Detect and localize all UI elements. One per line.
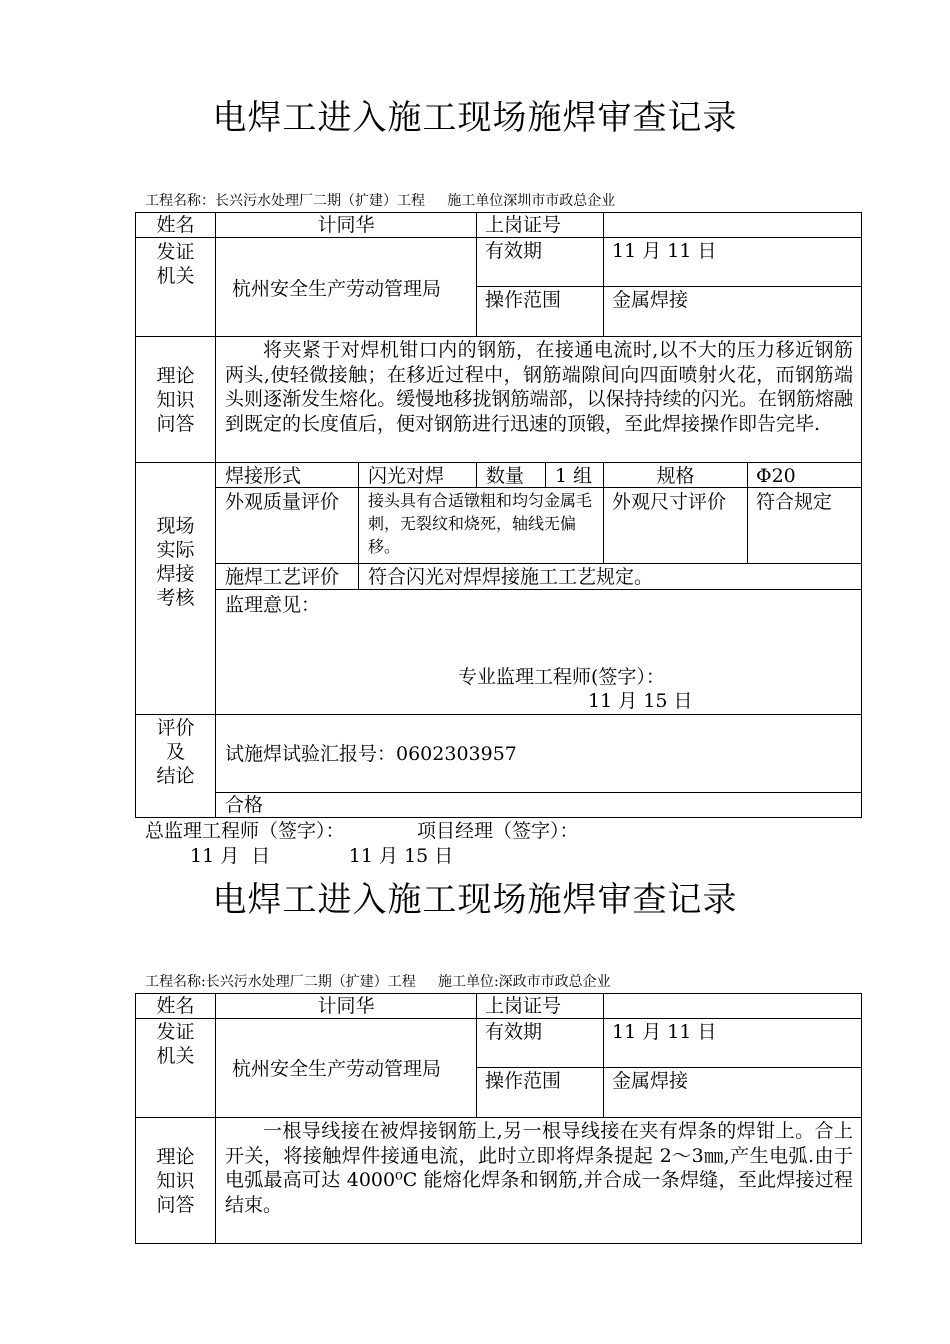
evaluation-label: 评价 及 结论	[156, 717, 195, 787]
record-1-project-line: 工程名称：长兴污水处理厂二期（扩建）工程 施工单位深圳市市政总企业	[145, 193, 616, 209]
theory-answer: 将夹紧于对焊机钳口内的钢筋，在接通电流时,以不大的压力移近钢筋两头,使轻微接触；在移近过程中，钢筋端隙间向四面喷射火花，而钢筋端头则逐渐发生熔化。缓慢地移拢钢筋端部，以保持持续的闪光。在钢筋熔融到既定的长度值后，便对钢筋进行迅速的顶锻，至此焊接操作即告完毕.	[225, 339, 853, 435]
cert-no-label: 上岗证号	[485, 214, 562, 236]
footer-signatures: 总监理工程师（签字）： 项目经理（签字）：	[145, 820, 579, 842]
theory-answer-2: 一根导线接在被焊接钢筋上,另一根导线接在夹有焊条的焊钳上。合上开关，将接触焊件接通电流，此时立即将焊条提起 2～3㎜,产生电弧.由于电弧最高可达 4000⁰C 能熔化焊条和钢筋,并合成一条焊缝，至此焊接过程结束。	[225, 1120, 853, 1216]
name-label: 姓名	[156, 214, 195, 236]
record-2-title: 电焊工进入施工现场施焊审查记录	[212, 880, 738, 920]
scope-value: 金属焊接	[612, 289, 689, 311]
footer-dates: 11 月 日 11 月 15 日	[190, 845, 454, 867]
weld-form-value: 闪光对焊	[368, 465, 445, 487]
validity-label-2: 有效期	[485, 1021, 543, 1043]
name-label-2: 姓名	[156, 995, 195, 1017]
record-2-project-line: 工程名称:长兴污水处理厂二期（扩建）工程 施工单位:深政市市政总企业	[145, 974, 611, 990]
engineer-date: 11 月 15 日	[588, 690, 693, 712]
conclusion: 合格	[225, 794, 264, 816]
appearance-quality-value: 接头具有合适镦粗和均匀金属毛刺，无裂纹和烧死，轴线无偏移。	[368, 491, 593, 556]
name-value: 计同华	[317, 214, 375, 236]
issuer-value: 杭州安全生产劳动管理局	[232, 278, 442, 300]
process-value: 符合闪光对焊焊接施工工艺规定。	[368, 566, 654, 588]
spec-label: 规格	[656, 465, 695, 487]
scope-value-2: 金属焊接	[612, 1070, 689, 1092]
site-label: 现场 实际 焊接 考核	[156, 515, 195, 609]
qty-label: 数量	[486, 465, 525, 487]
appearance-size-value: 符合规定	[756, 491, 833, 513]
scope-label: 操作范围	[485, 289, 562, 311]
validity-value-2: 11 月 11 日	[612, 1021, 717, 1043]
appearance-size-label: 外观尺寸评价	[612, 491, 727, 513]
report-number: 试施焊试验汇报号：0602303957	[225, 743, 517, 765]
qty-value: 1 组	[555, 465, 593, 487]
validity-value: 11 月 11 日	[612, 240, 717, 262]
validity-label: 有效期	[485, 240, 543, 262]
process-label: 施焊工艺评价	[225, 566, 340, 588]
supervision-label: 监理意见：	[225, 594, 321, 616]
appearance-quality-label: 外观质量评价	[225, 491, 340, 513]
record-1-title: 电焊工进入施工现场施焊审查记录	[212, 98, 738, 138]
cert-no-label-2: 上岗证号	[485, 995, 562, 1017]
spec-value: Φ20	[756, 465, 796, 487]
engineer-sign: 专业监理工程师(签字）：	[458, 666, 665, 688]
issuer-label-2: 发证 机关	[156, 1021, 195, 1067]
issuer-value-2: 杭州安全生产劳动管理局	[232, 1058, 442, 1080]
issuer-label: 发证 机关	[156, 241, 195, 287]
scope-label-2: 操作范围	[485, 1070, 562, 1092]
weld-form-label: 焊接形式	[225, 465, 302, 487]
theory-label: 理论 知识 问答	[156, 365, 195, 435]
name-value-2: 计同华	[317, 995, 375, 1017]
theory-label-2: 理论 知识 问答	[156, 1146, 195, 1216]
